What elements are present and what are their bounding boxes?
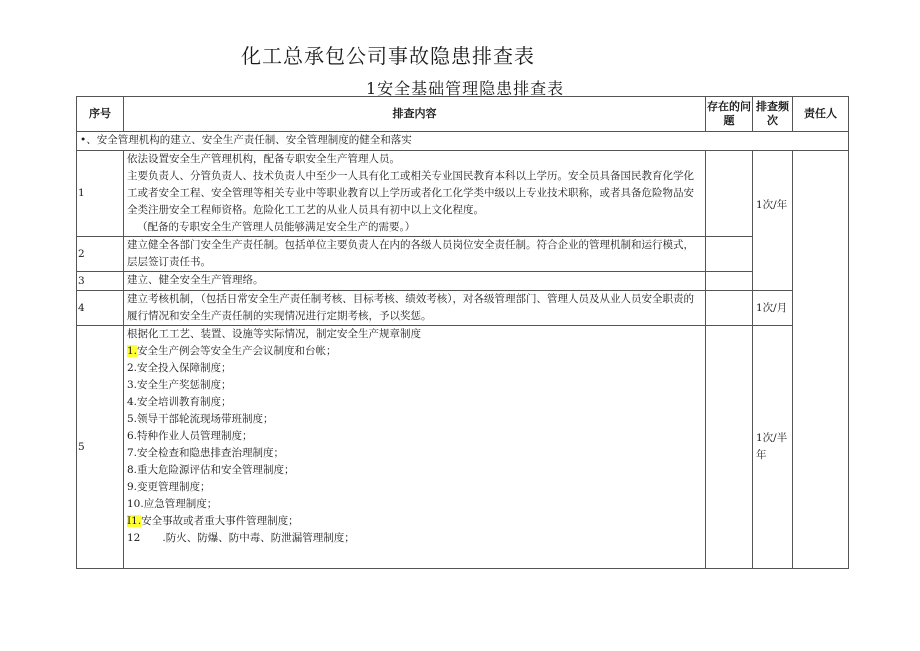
header-no: 序号 xyxy=(77,97,124,132)
frequency-cell: 1次/月 xyxy=(753,291,793,326)
row-number: 4 xyxy=(77,291,124,326)
header-issues: 存在的问题 xyxy=(706,97,753,132)
list-item-text: 领导干部轮流现场带班制度； xyxy=(137,413,274,425)
owner-cell[interactable] xyxy=(793,151,849,569)
list-item-text: 变更管理制度； xyxy=(137,481,211,493)
document-title: 化工总承包公司事故隐患排查表 xyxy=(241,44,535,68)
row-content: 建立考核机制，（包括日常安全生产责任制考核、目标考核、绩效考核），对各级管理部门、管理人员及从业人员安全职责的履行情况和安全生产责任制的实现情况进行定期考核，予以奖惩。 xyxy=(124,291,706,326)
header-owner: 责任人 xyxy=(793,97,849,132)
list-item xyxy=(127,377,702,394)
table-row xyxy=(77,291,849,326)
section-title: •、安全管理机构的建立、安全生产责任制、安全管理制度的健全和落实 xyxy=(77,132,849,151)
list-item-text: 安全检查和隐患排查治理制度； xyxy=(137,447,285,459)
row-text: 依法设置安全生产管理机构，配备专职安全生产管理人员。 xyxy=(127,153,400,165)
list-item-number: 5. xyxy=(127,413,138,425)
list-item-number: 4. xyxy=(127,396,138,408)
row-number: 3 xyxy=(77,272,124,291)
list-item-number: 12 xyxy=(127,532,141,544)
frequency-cell: 1次/半年 xyxy=(753,326,793,569)
list-item-text: 重大危险源评估和安全管理制度； xyxy=(137,464,295,476)
list-item xyxy=(127,428,702,445)
row-number: 5 xyxy=(77,326,124,569)
document-subtitle: 1安全基础管理隐患排查表 xyxy=(366,79,565,98)
list-item-number: 7. xyxy=(127,447,138,459)
list-item-text: .防火、防爆、防中毒、防泄漏管理制度； xyxy=(162,532,355,544)
row-number: 1 xyxy=(77,151,124,237)
list-item-text: 安全培训教育制度； xyxy=(137,396,232,408)
row-content: 建立健全各部门安全生产责任制。包括单位主要负责人在内的各级人员岗位安全责任制。符合企业的管理机制和运行模式，层层签订责任书。 xyxy=(124,237,706,272)
list-item-text: 安全事故或者重大事件管理制度； xyxy=(141,515,299,527)
list-item-text: 应急管理制度； xyxy=(143,498,218,510)
header-frequency: 排查频次 xyxy=(753,97,793,132)
frequency-cell: 1次/年 xyxy=(753,151,793,291)
issues-cell[interactable] xyxy=(706,272,753,291)
list-item xyxy=(127,530,702,547)
issues-cell[interactable] xyxy=(706,326,753,569)
list-item xyxy=(127,479,702,496)
list-item-text: 安全生产奖惩制度； xyxy=(137,379,232,391)
inspection-table xyxy=(76,96,849,569)
table-row xyxy=(77,272,849,291)
list-item-number: I1. xyxy=(127,515,142,527)
list-item xyxy=(127,411,702,428)
list-item-number: 10. xyxy=(127,498,144,510)
section-row xyxy=(77,132,849,151)
list-item-number: 1. xyxy=(127,345,138,357)
list-item-text: 安全投入保障制度； xyxy=(137,362,232,374)
list-item-number: 6. xyxy=(127,430,138,442)
row-content xyxy=(124,151,706,237)
list-item-number: 8. xyxy=(127,464,138,476)
list-item xyxy=(127,360,702,377)
issues-cell[interactable] xyxy=(706,151,753,237)
regulation-list xyxy=(127,343,702,547)
header-row xyxy=(77,97,849,132)
list-item xyxy=(127,462,702,479)
header-content: 排查内容 xyxy=(124,97,706,132)
table-row xyxy=(77,151,849,237)
list-item xyxy=(127,513,702,530)
list-item-number: 9. xyxy=(127,481,138,493)
list-item xyxy=(127,394,702,411)
list-item xyxy=(127,445,702,462)
list-item-number: 2. xyxy=(127,362,138,374)
row-number: 2 xyxy=(77,237,124,272)
row-content xyxy=(124,326,706,569)
row-text: （配备的专职安全生产管理人员能够满足安全生产的需要。） xyxy=(137,221,416,233)
row-content: 建立、健全安全生产管理络。 xyxy=(124,272,706,291)
list-item xyxy=(127,343,702,360)
row-intro: 根据化工工艺、装置、设施等实际情况，制定安全生产规章制度 xyxy=(127,328,421,340)
list-item-text: 特种作业人员管理制度； xyxy=(137,430,253,442)
issues-cell[interactable] xyxy=(706,237,753,272)
list-item xyxy=(127,496,702,513)
list-item-number: 3. xyxy=(127,379,138,391)
row-text: 主要负责人、分管负责人、技术负责人中至少一人具有化工或相关专业国民教育本科以上学历。安全员具备国民教育化学化工或者安全工程、安全管理等相关专业中等职业教育以上学历或者化工化学类中级以上专业技术职称，或者具备危险物品安全类注册安全工程师资格。危险化工工艺的从业人员具有初中以上文化程度。 xyxy=(127,170,694,216)
list-item-text: 安全生产例会等安全生产会议制度和台帐； xyxy=(137,345,337,357)
issues-cell[interactable] xyxy=(706,291,753,326)
table-row xyxy=(77,237,849,272)
table-row xyxy=(77,326,849,569)
